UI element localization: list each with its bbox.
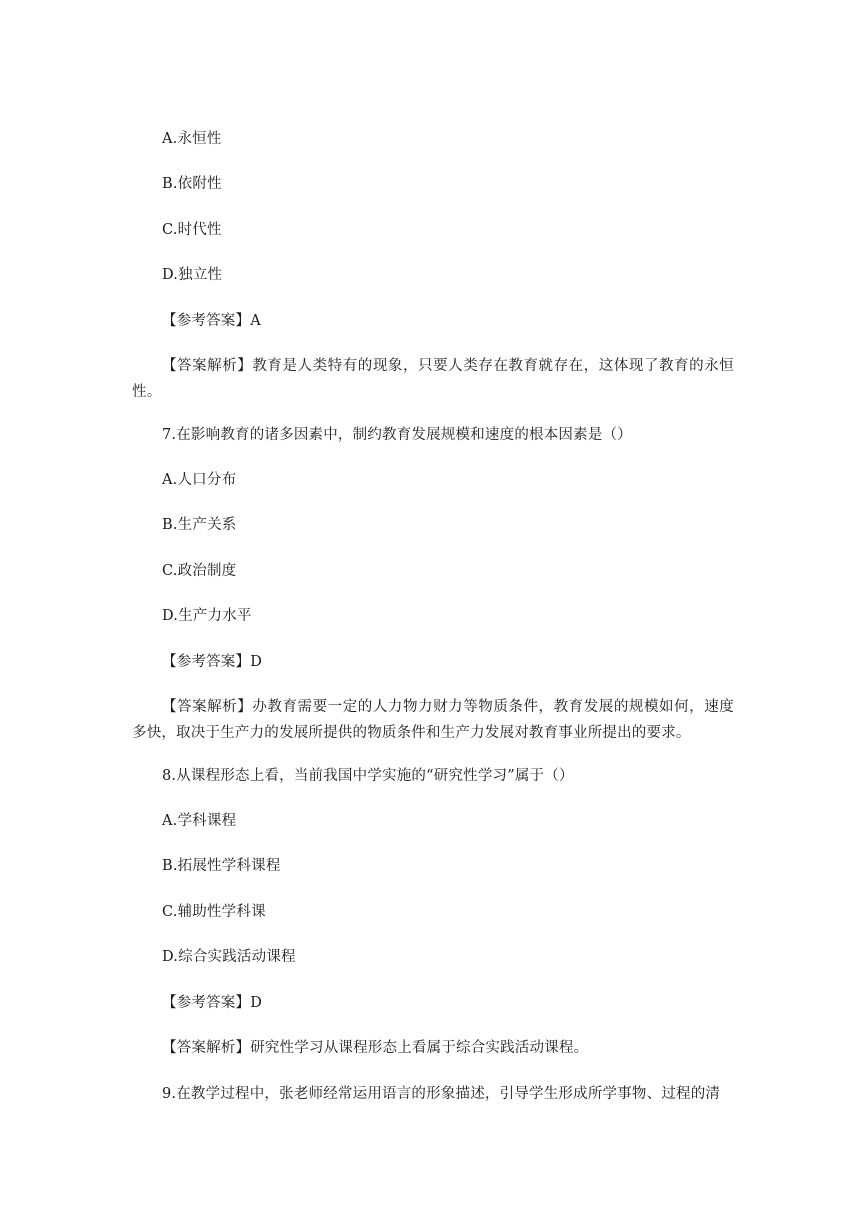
q9-question: 9.在教学过程中，张老师经常运用语言的形象描述，引导学生形成所学事物、过程的清 [162, 1086, 721, 1102]
q7-option-a: A.人口分布 [162, 472, 237, 488]
q6-answer: 【参考答案】A [162, 313, 261, 329]
q8-explanation: 【答案解析】研究性学习从课程形态上看属于综合实践活动课程。 [162, 1040, 589, 1056]
q6-option-d: D.独立性 [162, 267, 223, 283]
q6-explanation: 【答案解析】教育是人类特有的现象，只要人类存在教育就存在，这体现了教育的永恒性。 [132, 358, 734, 400]
q7-option-c: C.政治制度 [162, 563, 237, 579]
q8-question: 8.从课程形态上看，当前我国中学实施的“研究性学习”属于（） [162, 768, 574, 784]
q8-option-b: B.拓展性学科课程 [162, 858, 281, 874]
q6-option-c: C.时代性 [162, 222, 222, 238]
q7-option-d: D.生产力水平 [162, 608, 252, 624]
q7-option-b: B.生产关系 [162, 517, 237, 533]
q8-answer: 【参考答案】D [162, 995, 263, 1011]
q6-option-a: A.永恒性 [162, 131, 222, 147]
q8-option-d: D.综合实践活动课程 [162, 949, 296, 965]
q7-explanation: 【答案解析】办教育需要一定的人力物力财力等物质条件，教育发展的规模如何，速度多快，取决于生产力的发展所提供的物质条件和生产力发展对教育事业所提出的要求。 [132, 699, 734, 741]
q8-option-c: C.辅助性学科课 [162, 904, 266, 920]
q7-question: 7.在影响教育的诸多因素中，制约教育发展规模和速度的根本因素是（） [162, 427, 632, 443]
q6-option-b: B.依附性 [162, 176, 222, 192]
q8-option-a: A.学科课程 [162, 813, 237, 829]
q7-answer: 【参考答案】D [162, 654, 263, 670]
